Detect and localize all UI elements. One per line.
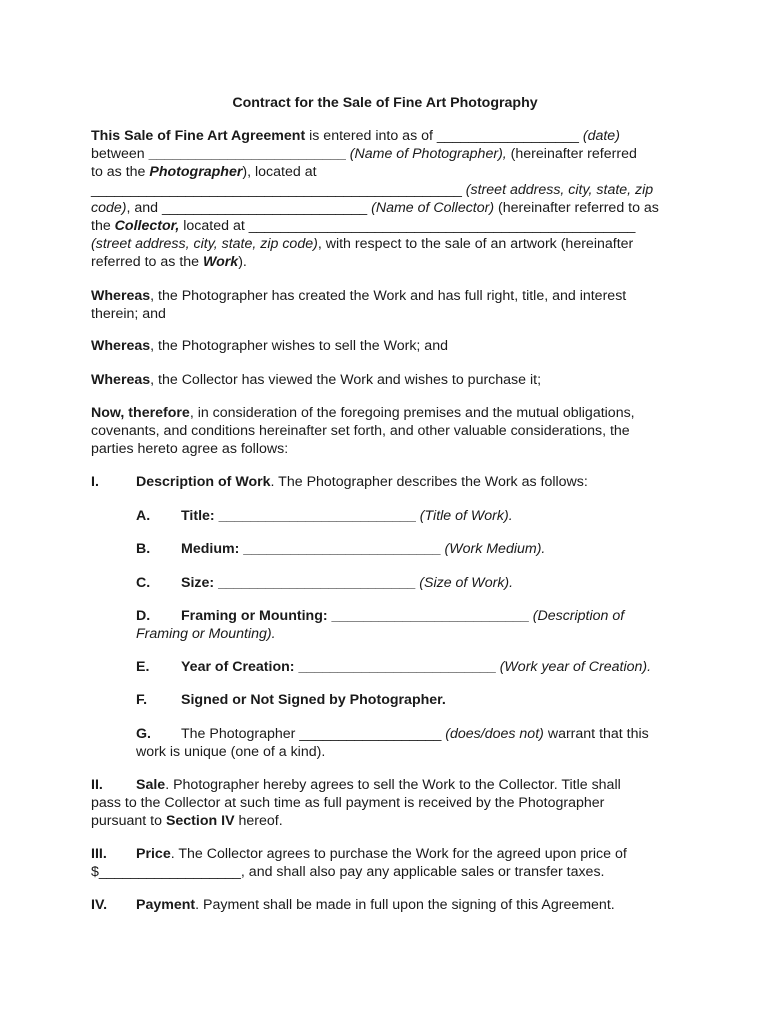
intro-line-4 [91, 181, 653, 199]
text-segment: Section IV [165, 813, 235, 829]
date-blank: is entered into as of __________________ [305, 128, 583, 144]
address-hint: (street address, city, state, zip [461, 182, 654, 198]
text-segment: (Description of [528, 608, 625, 624]
whereas-clause-2 [91, 337, 448, 355]
work-term: Work [202, 254, 239, 270]
text-segment: Whereas [91, 288, 151, 304]
section-3-number: III. [91, 846, 107, 862]
size-blank: _________________________ [218, 575, 416, 591]
agreement-name: This Sale of Fine Art Agreement [91, 128, 306, 144]
medium-blank: _________________________ [243, 541, 441, 557]
whereas-clause-1-cont: therein; and [91, 306, 166, 322]
text-segment: , the Collector has viewed the Work and wishes to purchase it; [150, 372, 542, 388]
text-segment: (street address, city, state, zip code) [91, 236, 318, 252]
text-segment: Size: [181, 575, 219, 591]
text-segment: hereof. [234, 813, 283, 829]
item-b-medium [181, 540, 545, 558]
text-segment: Sale [136, 777, 166, 793]
section-2-line-1 [136, 776, 621, 794]
collector-name-hint: (Name of Collector) [367, 200, 495, 216]
item-f-letter: F. [136, 692, 148, 708]
text-segment: code) [91, 200, 127, 216]
now-therefore-line-2: covenants, and conditions hereinafter set forth, and other valuable considerations, the [91, 423, 630, 439]
text-segment: , the Photographer wishes to sell the Work; and [150, 338, 448, 354]
text-segment: Price [136, 846, 171, 862]
text-segment: Whereas [91, 338, 151, 354]
text-segment: ), located at [242, 164, 317, 180]
whereas-clause-1 [91, 287, 626, 305]
text-segment: . Photographer hereby agrees to sell the Work to the Collector. Title shall [165, 777, 621, 793]
text-segment: Year of Creation: [181, 659, 299, 675]
section-3-line-1 [136, 845, 627, 863]
item-g-letter: G. [136, 726, 151, 742]
item-e-letter: E. [136, 659, 150, 675]
text-segment: (hereinafter referred to as [494, 200, 659, 216]
year-blank: _________________________ [298, 659, 496, 675]
text-segment: (Title of Work). [415, 508, 513, 524]
now-therefore-line-3: parties hereto agree as follows: [91, 441, 289, 457]
text-segment: Title: [181, 508, 219, 524]
item-g-warranty-cont: work is unique (one of a kind). [136, 744, 326, 760]
text-segment: Payment [136, 897, 196, 913]
item-e-year [181, 658, 651, 676]
text-segment: pursuant to [91, 813, 166, 829]
item-d-framing [181, 607, 624, 625]
collector-name-blank: __________________________ [162, 200, 368, 216]
item-b-letter: B. [136, 541, 151, 557]
collector-address-blank: located at _________________________________________________ [179, 218, 636, 234]
intro-line-8 [91, 253, 247, 271]
text-segment: warrant that this [543, 726, 649, 742]
item-a-title [181, 507, 513, 525]
text-segment: Framing or Mounting: [181, 608, 332, 624]
text-segment: ). [238, 254, 247, 270]
item-f-signed: Signed or Not Signed by Photographer. [181, 692, 446, 708]
whereas-clause-3 [91, 371, 541, 389]
photographer-name-hint: (Name of Photographer), [345, 146, 507, 162]
item-c-size [181, 574, 513, 592]
collector-term: Collector, [114, 218, 180, 234]
text-segment: Now, therefore [91, 405, 190, 421]
section-1-number: I. [91, 474, 99, 490]
date-hint: (date) [582, 128, 620, 144]
text-segment: . The Collector agrees to purchase the Work for the agreed upon price of [170, 846, 627, 862]
section-3-line-2: $__________________, and shall also pay any applicable sales or transfer taxes. [91, 864, 605, 880]
photographer-term: Photographer [149, 164, 243, 180]
text-segment: referred to as the [91, 254, 203, 270]
title-blank: _________________________ [218, 508, 416, 524]
text-segment: , with respect to the sale of an artwork (hereinafter [317, 236, 634, 252]
photographer-address-blank: _______________________________________________ [91, 182, 462, 198]
item-c-letter: C. [136, 575, 151, 591]
text-segment: (Work Medium). [440, 541, 546, 557]
warranty-blank: The Photographer __________________ [181, 726, 446, 742]
item-d-letter: D. [136, 608, 151, 624]
section-2-line-2: pass to the Collector at such time as full payment is received by the Photographer [91, 795, 605, 811]
intro-line-1 [91, 127, 620, 145]
text-segment: (does/does not) [445, 726, 544, 742]
text-segment: (hereinafter referred [506, 146, 637, 162]
section-2-number: II. [91, 777, 103, 793]
document-title: Contract for the Sale of Fine Art Photography [232, 95, 538, 111]
item-d-framing-cont: Framing or Mounting). [136, 626, 276, 642]
section-4-number: IV. [91, 897, 108, 913]
text-segment: . The Photographer describes the Work as follows: [270, 474, 588, 490]
text-segment: (Size of Work). [415, 575, 514, 591]
section-2-line-3 [91, 812, 283, 830]
intro-line-2 [91, 145, 637, 163]
photographer-name-blank: _________________________ [148, 146, 346, 162]
text-segment: Medium: [181, 541, 244, 557]
intro-line-6 [91, 217, 635, 235]
text-segment: the [91, 218, 115, 234]
intro-line-7 [91, 235, 633, 253]
now-therefore-line-1 [91, 404, 635, 422]
text-segment: (Work year of Creation). [495, 659, 652, 675]
intro-line-5 [91, 199, 659, 217]
item-a-letter: A. [136, 508, 151, 524]
text-segment: . Payment shall be made in full upon the signing of this Agreement. [195, 897, 615, 913]
text-segment: , in consideration of the foregoing premises and the mutual obligations, [189, 405, 635, 421]
text-segment: between [91, 146, 149, 162]
intro-line-3 [91, 163, 317, 181]
section-4-line-1 [136, 896, 615, 914]
text-segment: Whereas [91, 372, 151, 388]
text-segment: to as the [91, 164, 150, 180]
framing-blank: _________________________ [331, 608, 529, 624]
text-segment: , and [126, 200, 162, 216]
text-segment: Description of Work [136, 474, 271, 490]
text-segment: , the Photographer has created the Work and has full right, title, and interest [150, 288, 627, 304]
section-1-heading [136, 473, 588, 491]
item-g-warranty [181, 725, 649, 743]
